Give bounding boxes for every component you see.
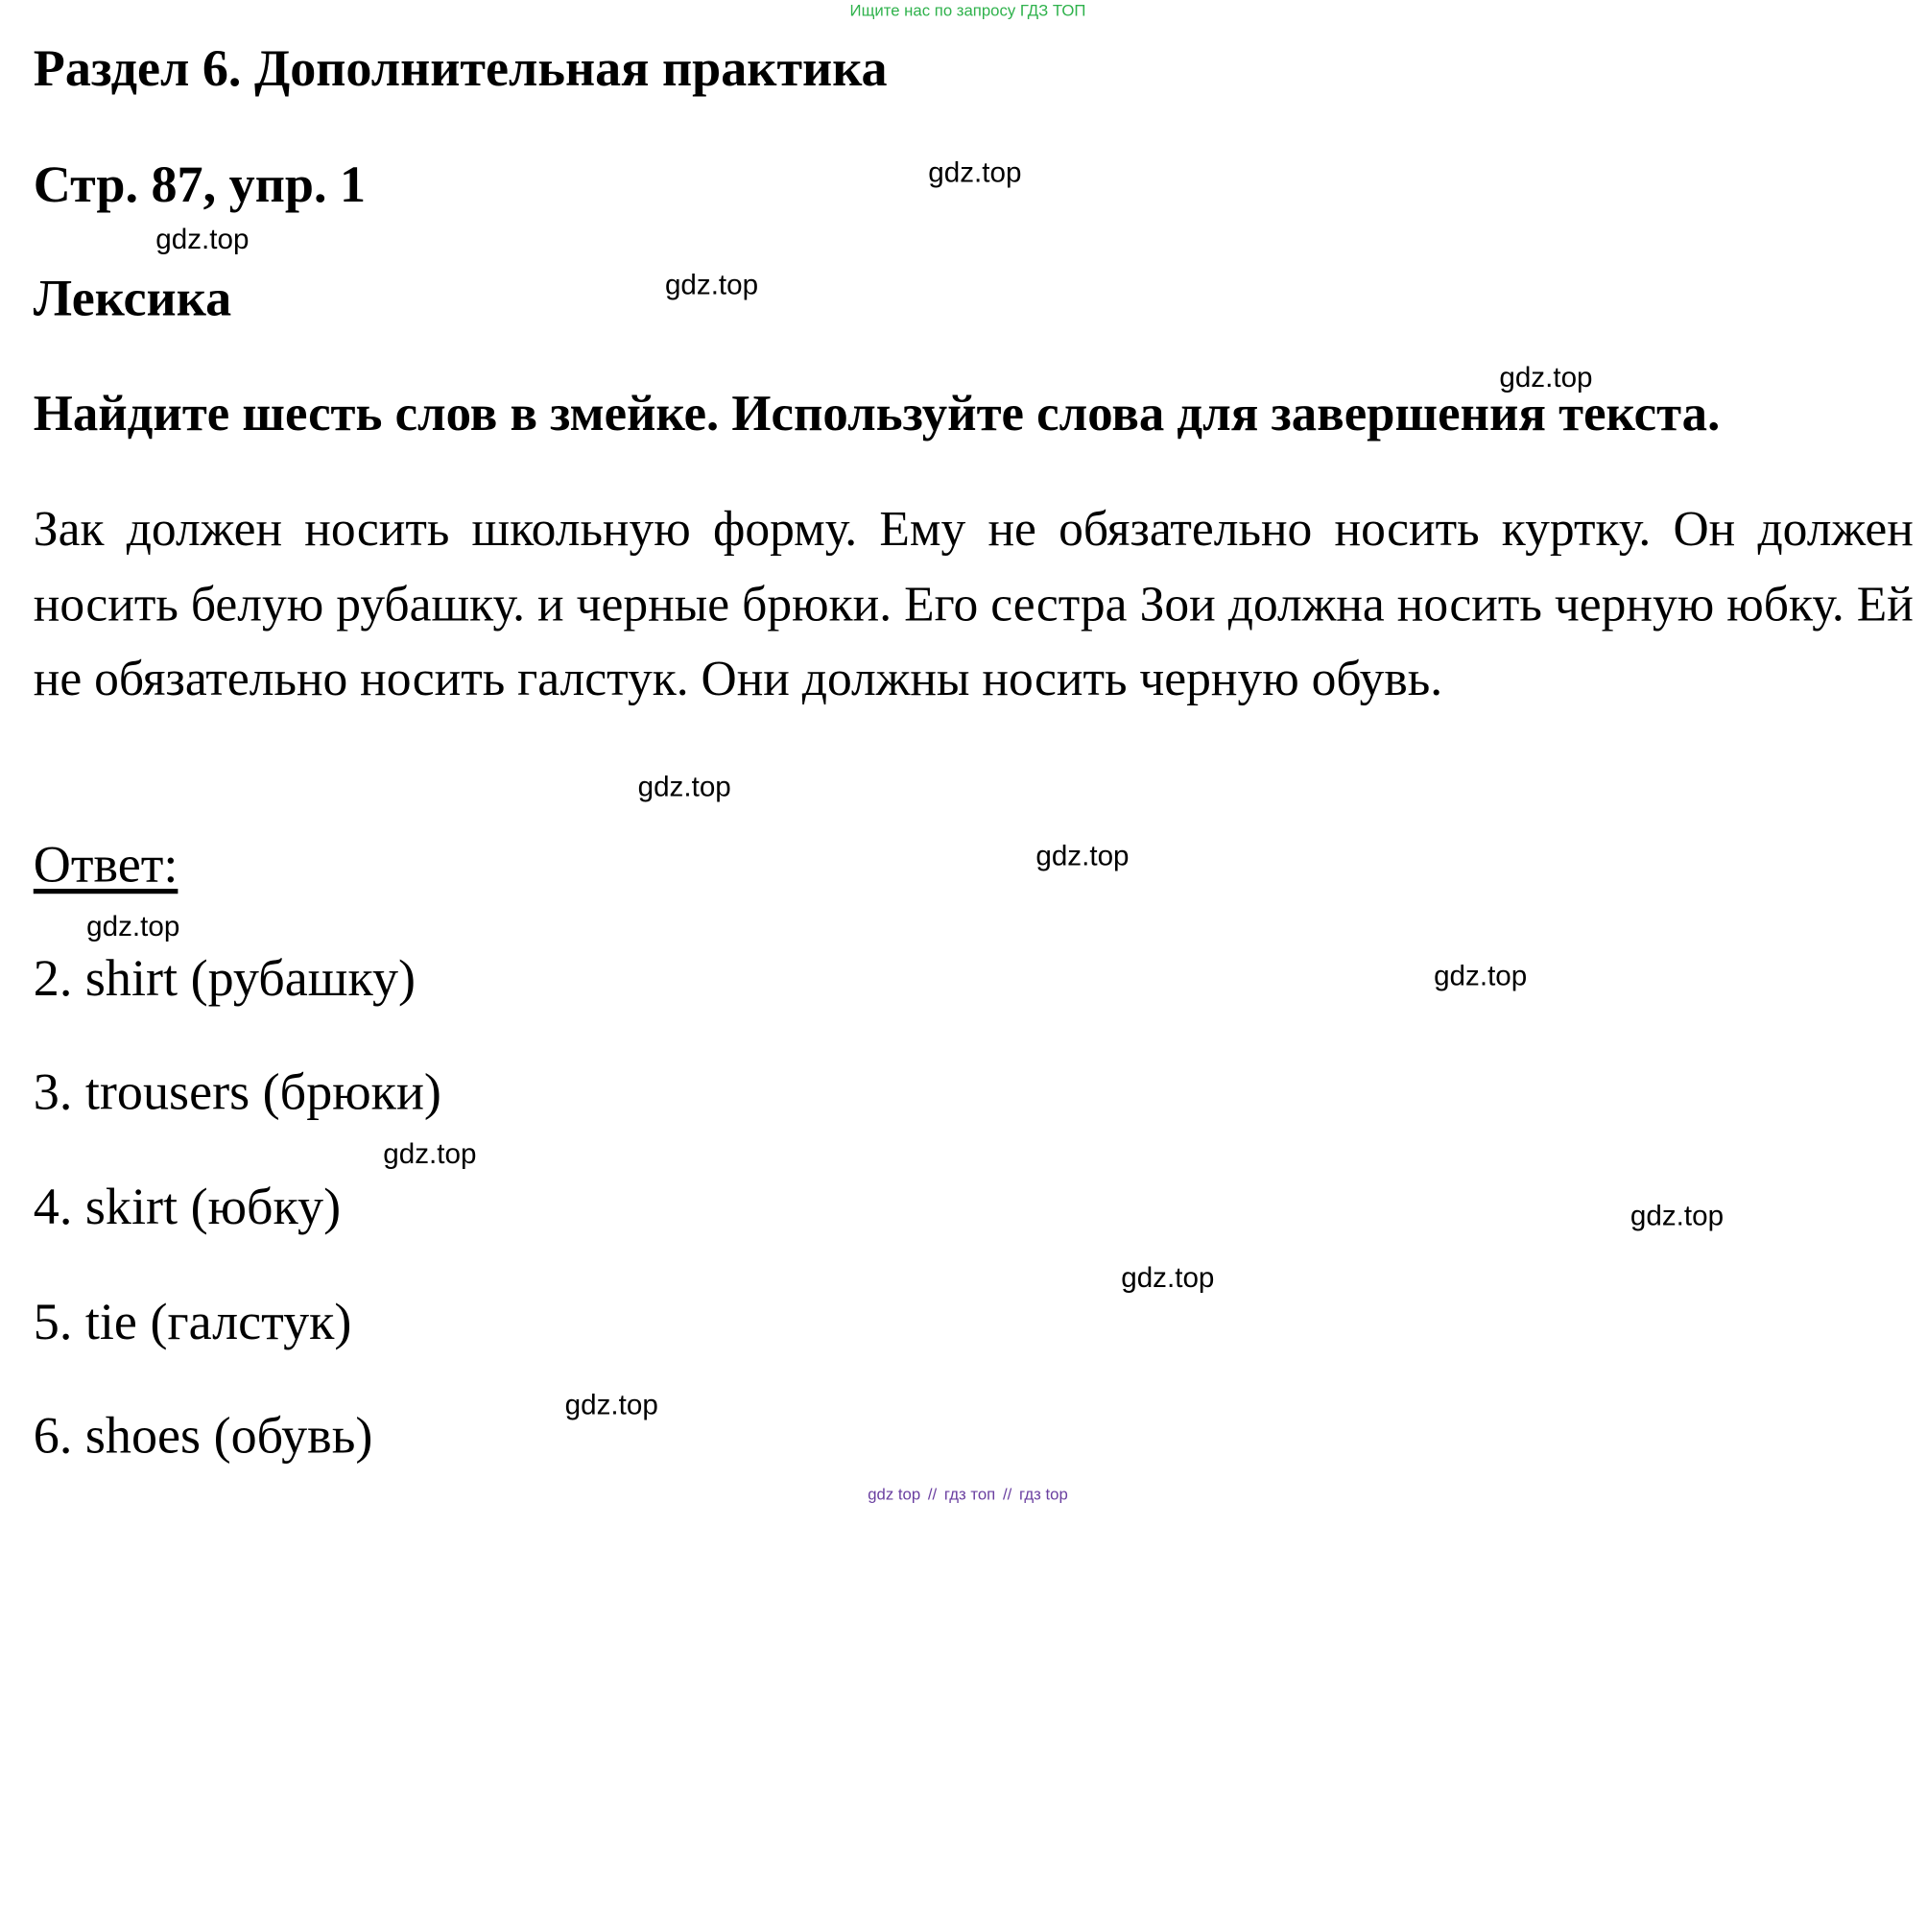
watermark: gdz.top: [1121, 1260, 1215, 1294]
topic-heading: Лексика: [33, 271, 232, 328]
watermark: gdz.top: [928, 155, 1022, 188]
bottom-banner-text: гдз топ: [943, 1484, 996, 1504]
watermark: gdz.top: [1499, 361, 1593, 394]
watermark: gdz.top: [1035, 839, 1130, 872]
bottom-banner-text: гдз top: [1019, 1484, 1068, 1504]
top-banner: Ищите нас по запросу ГДЗ ТОП: [849, 1, 1086, 20]
watermark: gdz.top: [86, 909, 180, 942]
watermark: gdz.top: [155, 222, 250, 255]
answer-item: 4. skirt (юбку): [33, 1179, 342, 1236]
page-reference: Стр. 87, упр. 1: [33, 156, 367, 214]
watermark: gdz.top: [383, 1136, 477, 1170]
answer-item: 6. shoes (обувь): [33, 1408, 373, 1466]
exercise-paragraph: Зак должен носить школьную форму. Ему не обязательно носить куртку. Он должен носить белую рубашку. и черные брюки. Его сестра Зои должна носить черную юбку. Ей не обязательно носить галстук. Они должны носить черную обувь.: [33, 500, 1914, 706]
answer-item: 2. shirt (рубашку): [33, 950, 416, 1008]
bottom-banner-separator: //: [927, 1484, 938, 1504]
bottom-banner-separator: //: [1002, 1484, 1012, 1504]
watermark: gdz.top: [664, 268, 759, 300]
answer-item: 3. trousers (брюки): [33, 1063, 441, 1122]
section-title: Раздел 6. Дополнительная практика: [33, 40, 888, 98]
bottom-banner-text: gdz top: [868, 1484, 921, 1504]
watermark: gdz.top: [1434, 959, 1528, 991]
watermark: gdz.top: [1630, 1199, 1725, 1231]
task-instruction: Найдите шесть слов в змейке. Используйте слова для завершения текста.: [33, 384, 1721, 441]
watermark: gdz.top: [637, 770, 731, 802]
answer-item: 5. tie (галстук): [33, 1294, 352, 1351]
watermark: gdz.top: [564, 1388, 658, 1420]
answer-label: Ответ:: [33, 836, 178, 894]
bottom-banner: [0, 1485, 1927, 1503]
